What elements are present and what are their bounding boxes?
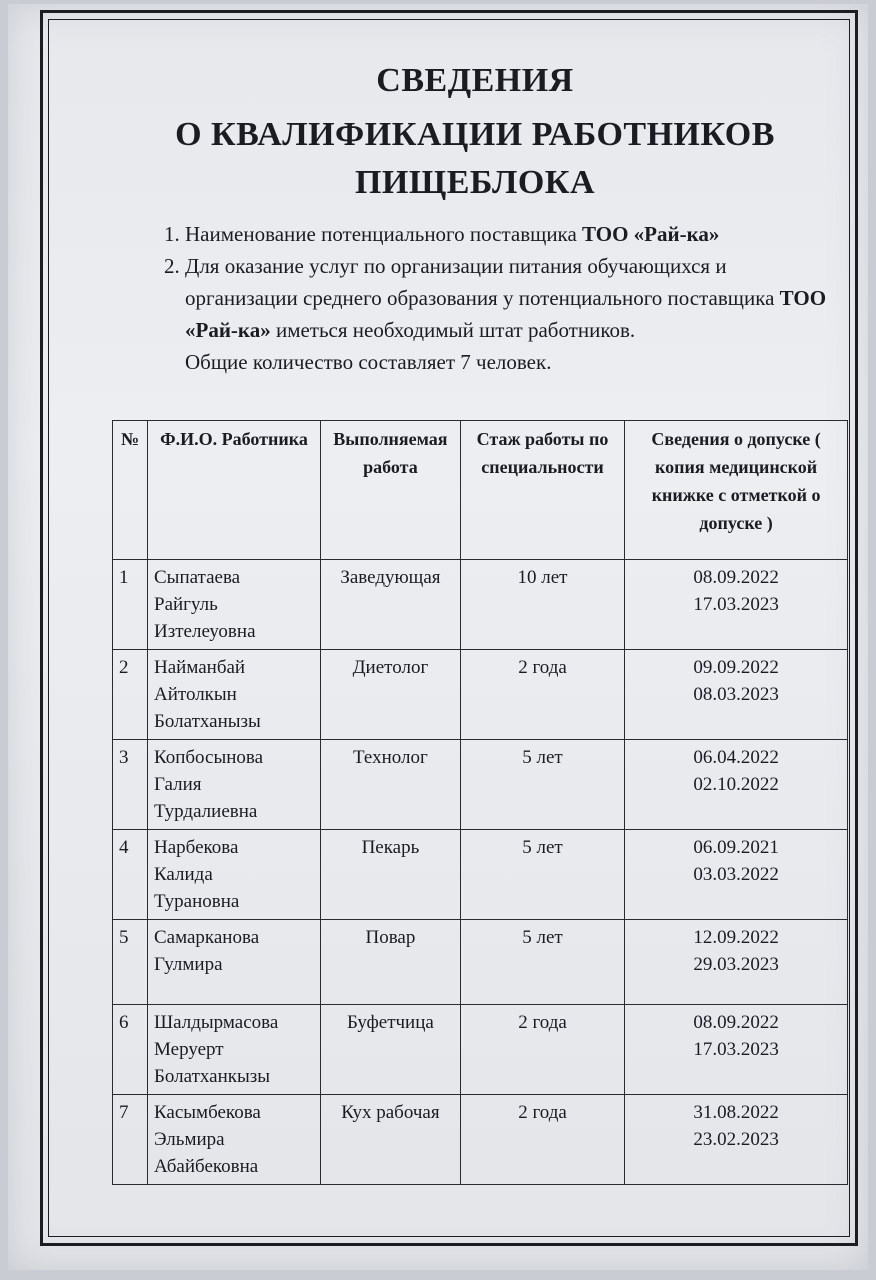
staff-table <box>112 420 848 1185</box>
cell-job: Буфетчица <box>321 1005 461 1095</box>
name-part: Эльмира <box>154 1129 225 1150</box>
header-num: № <box>113 421 148 560</box>
name-part: Райгуль <box>154 594 218 615</box>
cell-name <box>148 1095 321 1185</box>
admission-date: 23.02.2023 <box>693 1129 779 1150</box>
table-body <box>113 560 848 1185</box>
name-part: Изтелеуовна <box>154 621 256 642</box>
name-part: Турановна <box>154 891 240 912</box>
intro-item-staff-text-a: Для оказание услуг по организации питания обучающихся и организации среднего образования у потенциального поставщика <box>185 254 780 310</box>
header-job: Выполняемая работа <box>321 421 461 560</box>
intro-section <box>157 218 837 378</box>
table-row <box>113 920 848 1005</box>
table-row <box>113 740 848 830</box>
table-row <box>113 830 848 920</box>
name-part: Болатханкызы <box>154 1066 271 1087</box>
document-title: СВЕДЕНИЯ <box>376 62 574 99</box>
name-part: Айтолкын <box>154 684 237 705</box>
admission-date: 02.10.2022 <box>693 774 779 795</box>
cell-name <box>148 920 321 1005</box>
document-subtitle-line1: О КВАЛИФИКАЦИИ РАБОТНИКОВ <box>175 116 775 153</box>
cell-admission-dates <box>625 830 848 920</box>
header-name: Ф.И.О. Работника <box>148 421 321 560</box>
admission-date: 09.09.2022 <box>693 657 779 678</box>
name-part: Шалдырмасова <box>154 1012 279 1033</box>
cell-job: Технолог <box>321 740 461 830</box>
cell-num: 4 <box>113 830 148 920</box>
cell-num: 6 <box>113 1005 148 1095</box>
name-part: Самарканова <box>154 927 260 948</box>
supplier-name-2: ТОО «Рай-ка» <box>185 286 827 342</box>
total-staff-count: Общие количество составляет 7 человек. <box>185 350 552 374</box>
cell-num: 7 <box>113 1095 148 1185</box>
admission-date: 08.09.2022 <box>693 1012 779 1033</box>
cell-num: 3 <box>113 740 148 830</box>
name-part: Абайбековна <box>154 1156 259 1177</box>
admission-date: 08.09.2022 <box>693 567 779 588</box>
name-part: Турдалиевна <box>154 801 258 822</box>
table-row <box>113 560 848 650</box>
cell-experience: 5 лет <box>460 920 624 1005</box>
cell-name <box>148 650 321 740</box>
admission-date: 06.09.2021 <box>693 837 779 858</box>
cell-name <box>148 1005 321 1095</box>
name-part: Болатханызы <box>154 711 261 732</box>
admission-date: 29.03.2023 <box>693 954 779 975</box>
cell-num: 2 <box>113 650 148 740</box>
cell-num: 1 <box>113 560 148 650</box>
intro-item-supplier-text: Наименование потенциального поставщика <box>185 222 583 246</box>
cell-job: Заведующая <box>321 560 461 650</box>
document-subtitle-line2: ПИЩЕБЛОКА <box>354 164 596 201</box>
cell-job: Кух рабочая <box>321 1095 461 1185</box>
cell-experience: 5 лет <box>460 830 624 920</box>
intro-item-staff <box>185 250 837 346</box>
table-row <box>113 1095 848 1185</box>
table-row <box>113 1005 848 1095</box>
name-part: Галия <box>154 774 202 795</box>
name-part: Нарбекова <box>154 837 239 858</box>
name-part: Копбосынова <box>154 747 264 768</box>
cell-job: Диетолог <box>321 650 461 740</box>
admission-date: 03.03.2022 <box>693 864 779 885</box>
name-part: Меруерт <box>154 1039 224 1060</box>
header-admission: Сведения о допуске ( копия медицинской книжке с отметкой о допуске ) <box>625 421 848 560</box>
admission-date: 06.04.2022 <box>693 747 779 768</box>
cell-name <box>148 830 321 920</box>
header-experience: Стаж работы по специальности <box>460 421 624 560</box>
cell-num: 5 <box>113 920 148 1005</box>
table-row <box>113 650 848 740</box>
cell-admission-dates <box>625 1005 848 1095</box>
cell-experience: 2 года <box>460 1095 624 1185</box>
cell-admission-dates <box>625 920 848 1005</box>
supplier-name: ТОО «Рай-ка» <box>582 222 720 246</box>
cell-name <box>148 740 321 830</box>
intro-item-staff-text-b: иметься необходимый штат работников. <box>270 318 636 342</box>
cell-name <box>148 560 321 650</box>
intro-list <box>157 218 837 346</box>
name-part: Найманбай <box>154 657 246 678</box>
name-part: Касымбекова <box>154 1102 261 1123</box>
cell-experience: 2 года <box>460 650 624 740</box>
admission-date: 17.03.2023 <box>693 1039 779 1060</box>
cell-admission-dates <box>625 560 848 650</box>
admission-date: 12.09.2022 <box>693 927 779 948</box>
cell-admission-dates <box>625 740 848 830</box>
cell-job: Повар <box>321 920 461 1005</box>
admission-date: 31.08.2022 <box>693 1102 779 1123</box>
admission-date: 17.03.2023 <box>693 594 779 615</box>
cell-experience: 5 лет <box>460 740 624 830</box>
table-header-row <box>113 421 848 560</box>
cell-experience: 10 лет <box>460 560 624 650</box>
cell-admission-dates <box>625 650 848 740</box>
intro-item-supplier <box>185 218 837 250</box>
admission-date: 08.03.2023 <box>693 684 779 705</box>
name-part: Гулмира <box>154 954 223 975</box>
name-part: Калида <box>154 864 213 885</box>
cell-experience: 2 года <box>460 1005 624 1095</box>
cell-admission-dates <box>625 1095 848 1185</box>
cell-job: Пекарь <box>321 830 461 920</box>
name-part: Сыпатаева <box>154 567 241 588</box>
